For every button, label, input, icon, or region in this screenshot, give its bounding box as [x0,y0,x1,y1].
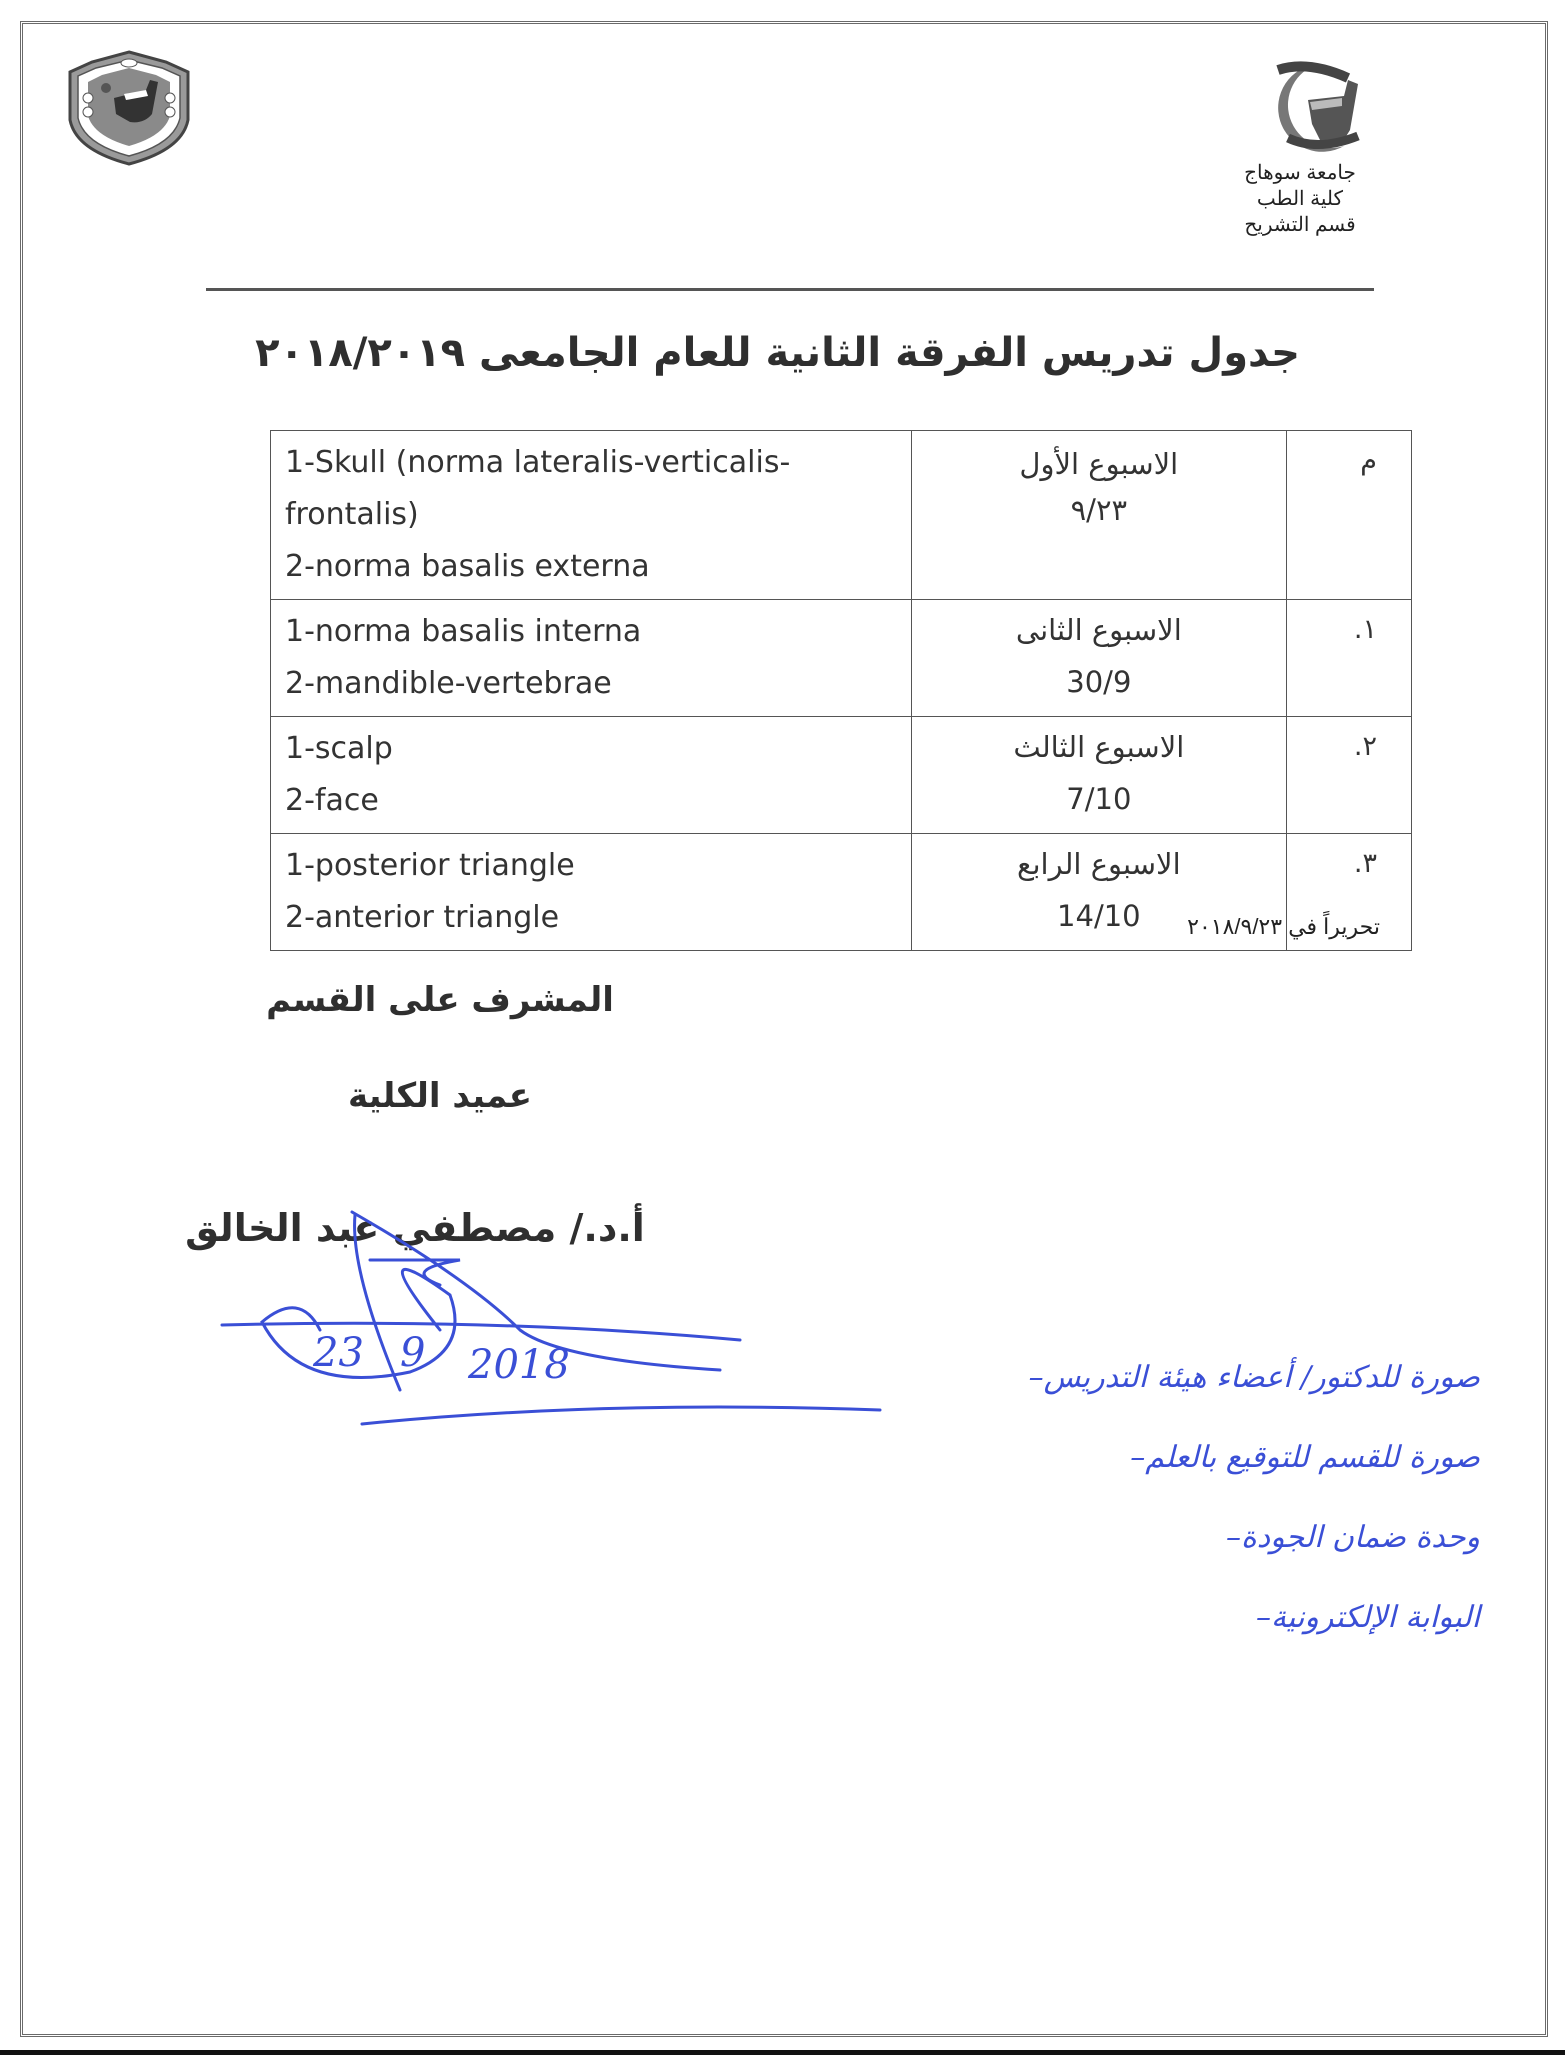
week-cell [911,717,1287,834]
handwritten-month: 9 [400,1330,426,1376]
topic-line: 2-face [285,783,379,818]
topic-line: 2-norma basalis externa [285,549,650,584]
week-label: الاسبوع الرابع [1017,847,1181,881]
document-title: جدول تدريس الفرقة الثانية للعام الجامعى ٢٠١٨/٢٠١٩ [255,330,1300,376]
bullet-dash: – [1130,1440,1146,1475]
handwritten-note [1116,1440,1480,1475]
institution-header [1220,160,1380,238]
handwritten-note [1015,1360,1480,1395]
topic-line: 1-posterior triangle [285,848,575,883]
bullet-dash: – [1226,1520,1242,1555]
note-text: وحدة ضمان الجودة [1241,1520,1480,1555]
scan-edge [0,2050,1565,2055]
week-date: 7/10 [1066,782,1132,816]
topics-cell [271,834,912,951]
topic-line: 2-mandible-vertebrae [285,666,612,701]
university-shield-logo [66,50,192,166]
dean-name: أ.د./ مصطفي عبد الخالق [185,1206,645,1250]
week-label: الاسبوع الأول [1019,447,1179,481]
topics-cell [271,717,912,834]
department-name: قسم التشريح [1244,214,1356,236]
week-date: 14/10 [1057,899,1141,933]
teaching-schedule-table [270,430,1412,951]
week-label: الاسبوع الثالث [1013,730,1185,764]
faculty-medicine-logo [1248,60,1376,152]
table-row [271,717,1412,834]
table-row [271,600,1412,717]
handwritten-note [1212,1520,1480,1555]
week-cell [911,431,1287,600]
topics-cell [271,431,912,600]
header-divider [206,288,1374,291]
page-border [20,21,1548,2037]
row-number-header: م [1287,431,1412,600]
week-date: 30/9 [1066,665,1132,699]
row-number: ١. [1287,600,1412,717]
topics-cell [271,600,912,717]
note-text: البوابة الإلكترونية [1270,1600,1480,1635]
supervisor-title: المشرف على القسم [266,980,614,1020]
week-label: الاسبوع الثانى [1015,613,1182,647]
university-name: جامعة سوهاج [1244,162,1356,184]
week-cell [911,600,1287,717]
bullet-dash: – [1028,1360,1044,1395]
issued-date-line: تحريراً في ٢٠١٨/٩/٢٣ [1187,914,1380,939]
faculty-name: كلية الطب [1256,188,1344,210]
row-number: ٣. [1287,834,1412,951]
week-date: ٩/٢٣ [1070,493,1128,527]
handwritten-note [1242,1600,1480,1635]
handwritten-day: 23 [313,1330,364,1376]
topic-line: 1-norma basalis interna [285,614,642,649]
bullet-dash: – [1255,1600,1271,1635]
handwritten-year: 2018 [468,1342,570,1388]
row-number: ٢. [1287,717,1412,834]
table-row [271,431,1412,600]
topic-line: frontalis) [285,497,419,532]
note-text: صورة للدكتور/ أعضاء هيئة التدريس [1043,1360,1480,1395]
note-text: صورة للقسم للتوقيع بالعلم [1145,1440,1480,1475]
topic-line: 1-scalp [285,731,393,766]
topic-line: 2-anterior triangle [285,900,560,935]
topic-line: 1-Skull (norma lateralis-verticalis- [285,445,791,480]
dean-title: عميد الكلية [348,1076,532,1116]
